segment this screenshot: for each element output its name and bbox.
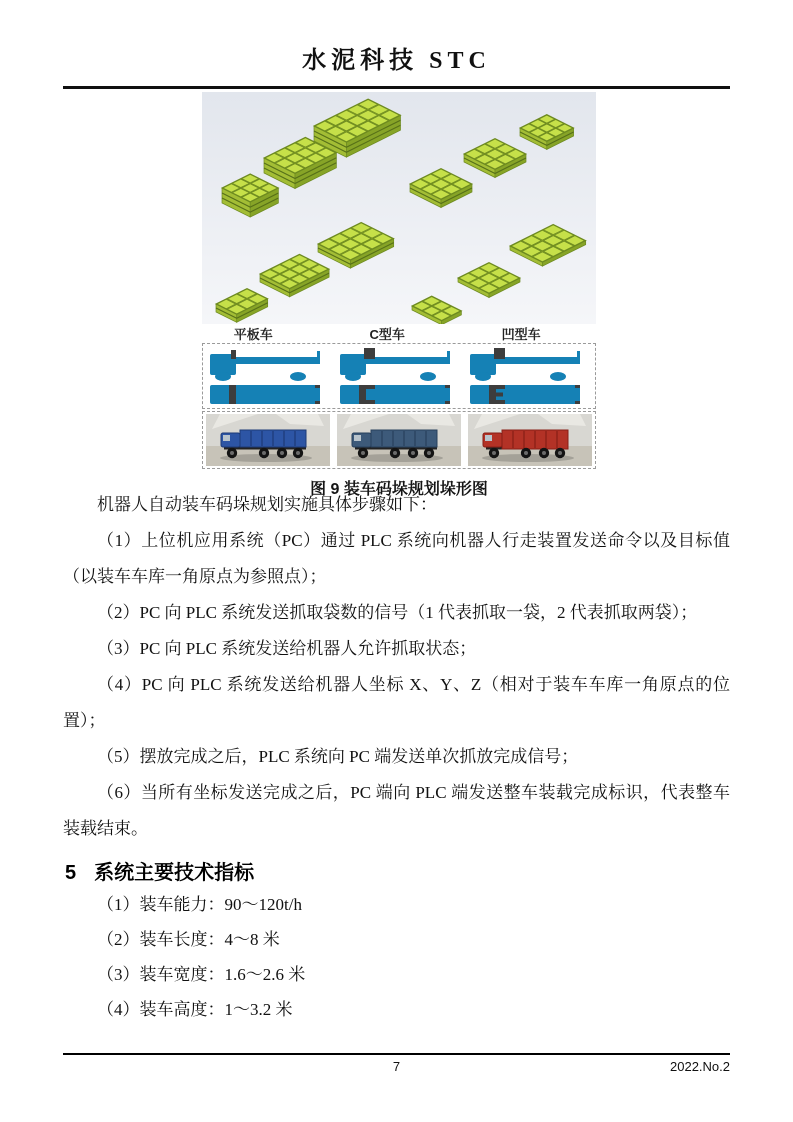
truck-schematic-bar bbox=[210, 350, 320, 404]
truck-photos-box bbox=[202, 411, 596, 469]
body-text bbox=[63, 487, 730, 1027]
section-title: 系统主要技术指标 bbox=[94, 862, 255, 885]
step-2: （2）PC 向 PLC 系统发送抓取袋数的信号（1 代表抓取一袋，2 代表抓取两袋）； bbox=[97, 603, 698, 623]
section-5-heading bbox=[65, 856, 730, 885]
step-3: （3）PC 向 PLC 系统发送给机器人允许抓取状态； bbox=[97, 639, 477, 659]
pallet-stacks-illustration bbox=[202, 92, 596, 324]
journal-title: 水泥科技 STC bbox=[302, 48, 491, 74]
figure-9 bbox=[202, 92, 596, 499]
spec-item-height: （4）装车高度：1～3.2 米 bbox=[97, 1000, 293, 1020]
truck-photo-1 bbox=[337, 414, 461, 466]
paragraph-intro: 机器人自动装车码垛规划实施具体步骤如下： bbox=[97, 495, 437, 514]
spec-list bbox=[63, 887, 730, 1027]
spec-item-capacity: （1）装车能力：90～120t/h bbox=[97, 895, 302, 915]
header-rule bbox=[63, 86, 730, 89]
vehicle-type-labels bbox=[202, 324, 596, 341]
spec-item-width: （3）装车宽度：1.6～2.6 米 bbox=[97, 965, 306, 985]
vehicle-label-c-type: C型车 bbox=[369, 327, 405, 342]
step-5: （5）摆放完成之后，PLC 系统向 PC 端发送单次抓放完成信号； bbox=[97, 747, 579, 767]
truck-schematic-c bbox=[340, 348, 450, 404]
spec-item-length: （2）装车长度：4～8 米 bbox=[97, 930, 280, 950]
vehicle-label-flatbed: 平板车 bbox=[233, 327, 273, 342]
truck-photos bbox=[204, 413, 592, 467]
truck-photo-2 bbox=[468, 414, 592, 466]
page-footer bbox=[63, 1053, 730, 1074]
vehicle-label-concave-type: 凹型车 bbox=[501, 327, 541, 342]
step-4: （4）PC 向 PLC 系统发送给机器人坐标 X、Y、Z（相对于装车车库一角原点的位置）； bbox=[63, 675, 730, 731]
truck-schematics-box bbox=[202, 343, 596, 409]
figure-caption: 图 9 装车码垛规划垛形图 bbox=[310, 481, 488, 498]
truck-schematics-illustration bbox=[204, 345, 592, 407]
issue-label: 2022.No.2 bbox=[670, 1059, 730, 1074]
step-1: （1）上位机应用系统（PC）通过 PLC 系统向机器人行走装置发送命令以及目标值（以装车车库一角原点为参照点）； bbox=[63, 531, 730, 587]
truck-schematic-e bbox=[470, 348, 580, 404]
step-6: （6）当所有坐标发送完成之后，PC 端向 PLC 端发送整车装载完成标识，代表整车装载结束。 bbox=[63, 783, 730, 839]
page-number: 7 bbox=[392, 1059, 401, 1074]
truck-photo-0 bbox=[206, 414, 330, 466]
section-number: 5 bbox=[65, 862, 77, 885]
